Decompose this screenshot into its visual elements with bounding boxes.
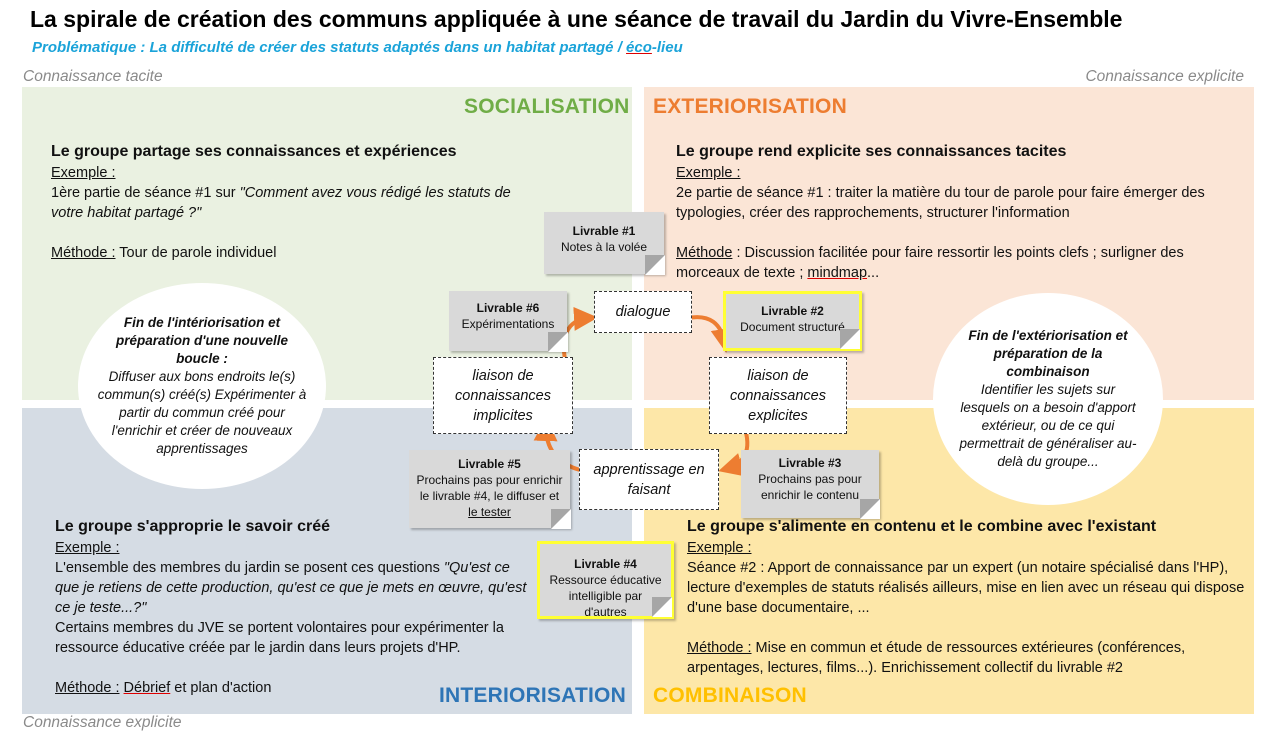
livrable-1-text: Notes à la volée: [560, 240, 648, 254]
exteriorisation-method-end: ...: [867, 265, 880, 281]
socialisation-example: [51, 183, 541, 223]
socialisation-text: [51, 142, 541, 263]
combinaison-method: [687, 638, 1249, 678]
socialisation-method: [51, 243, 541, 263]
livrable-6-text: Expérimentations: [461, 317, 555, 331]
livrable-5-note: [409, 450, 570, 528]
label-exteriorisation: EXTERIORISATION: [653, 95, 847, 118]
subtitle-suffix: -lieu: [651, 39, 683, 56]
combinaison-heading: Le groupe s'alimente en contenu et le combine avec l'existant: [687, 518, 1157, 535]
livrable-5-text: Prochains pas pour enrichir le livrable #4, le diffuser et: [416, 473, 563, 503]
combinaison-text: [687, 517, 1249, 678]
socialisation-example-label: Exemple :: [51, 165, 116, 181]
combinaison-example-label: Exemple :: [687, 540, 752, 556]
livrable-2-note: [723, 291, 862, 351]
ellipse-left-title: Fin de l'intériorisation et préparation d'une nouvelle boucle :: [116, 315, 288, 366]
livrable-6-title: Livrable #6: [476, 301, 540, 315]
combinaison-method-label: Méthode :: [687, 640, 752, 656]
exteriorisation-example-label: Exemple :: [676, 165, 741, 181]
livrable-3-note: [741, 450, 879, 518]
livrable-5-link: le tester: [468, 505, 511, 519]
socialisation-example-quote: "Comment avez vous rédigé les statuts de votre habitat partagé ?": [51, 185, 511, 221]
subtitle-prefix: Problématique : La difficulté de créer des statuts adaptés dans un habitat partagé /: [32, 39, 627, 56]
subtitle: [32, 39, 683, 56]
page-title: La spirale de création des communs appliquée à une séance de travail du Jardin du Vivre-Ensemble: [30, 6, 1123, 32]
interiorisation-method: [55, 678, 531, 698]
socialisation-method-text: Tour de parole individuel: [115, 245, 277, 261]
interiorisation-example-extra: Certains membres du JVE se portent volontaires pour expérimenter la ressource éducative créée par le jardin dans leurs projets d'HP.: [55, 620, 504, 656]
livrable-3-title: Livrable #3: [778, 456, 842, 470]
interiorisation-example-label: Exemple :: [55, 540, 120, 556]
cycle-liaison-explicites: liaison de connaissances explicites: [709, 357, 847, 434]
ellipse-right-body: Identifier les sujets sur lesquels on a besoin d'apport extérieur, ou de ce qui permettrait de généraliser au-delà du groupe...: [959, 382, 1137, 469]
exteriorisation-example: 2e partie de séance #1 : traiter la matière du tour de parole pour faire émerger des typologies, créer des rapprochements, structurer l'information: [676, 185, 1205, 221]
livrable-5-title: Livrable #5: [458, 457, 521, 471]
livrable-4-title: Livrable #4: [574, 557, 637, 571]
livrable-4-note: [537, 541, 674, 619]
interiorisation-text: [55, 517, 531, 698]
exteriorisation-method-text: : Discussion facilitée pour faire ressortir les points clefs ; surligner des morceaux de texte ;: [676, 245, 1184, 281]
cycle-liaison-implicites: liaison de connaissances implicites: [433, 357, 573, 434]
subtitle-underlined: éco: [626, 39, 652, 56]
socialisation-example-prefix: 1ère partie de séance #1 sur: [51, 185, 240, 201]
livrable-2-title: Livrable #2: [761, 304, 824, 318]
livrable-4-text: Ressource éducative intelligible par d'autres: [549, 573, 662, 619]
exteriorisation-heading: Le groupe rend explicite ses connaissances tacites: [676, 143, 1067, 160]
interiorisation-example: [55, 558, 531, 618]
exteriorisation-method-mindmap: mindmap: [807, 265, 868, 281]
livrable-1-note: [544, 212, 664, 274]
label-socialisation: SOCIALISATION: [464, 95, 630, 118]
socialisation-heading: Le groupe partage ses connaissances et expériences: [51, 143, 457, 160]
cycle-dialogue: dialogue: [594, 291, 692, 333]
ellipse-right-title: Fin de l'extériorisation et préparation de la combinaison: [968, 328, 1128, 379]
corner-top-left: Connaissance tacite: [23, 68, 163, 85]
cycle-apprentissage: apprentissage en faisant: [579, 449, 719, 510]
livrable-1-title: Livrable #1: [572, 224, 636, 238]
interiorisation-method-text: et plan d'action: [170, 680, 272, 696]
ellipse-left-body: Diffuser aux bons endroits le(s) commun(s) créé(s) Expérimenter à partir du commun créé pour l'enrichir et créer de nouveaux apprentissages: [97, 369, 307, 456]
label-interiorisation: INTERIORISATION: [439, 684, 626, 707]
exteriorisation-text: [676, 142, 1248, 283]
corner-top-right: Connaissance explicite: [1085, 68, 1244, 85]
livrable-3-text: Prochains pas pour enrichir le contenu: [758, 472, 862, 502]
label-combinaison: COMBINAISON: [653, 684, 807, 707]
socialisation-method-label: Méthode :: [51, 245, 116, 261]
exteriorisation-method: [676, 243, 1248, 283]
interiorisation-method-debrief: Débrief: [123, 680, 171, 696]
combinaison-example: Séance #2 : Apport de connaissance par un expert (un notaire spécialisé dans l'HP), lecture d'exemples de statuts réalisés ailleurs, mise en lien avec un réseau qui dispose d'une base documentaire, ...: [687, 560, 1245, 616]
ellipse-end-exteriorisation: [933, 293, 1163, 505]
interiorisation-example-prefix: L'ensemble des membres du jardin se posent ces questions: [55, 560, 444, 576]
exteriorisation-method-label: Méthode: [676, 245, 733, 261]
livrable-5-body: [415, 472, 564, 520]
interiorisation-heading: Le groupe s'approprie le savoir créé: [55, 518, 331, 535]
ellipse-end-interiorisation: [78, 283, 326, 489]
interiorisation-example-quote: "Qu'est ce que je retiens de cette production, qu'est ce que je mets en œuvre, qu'est ce je teste...?": [55, 560, 527, 616]
corner-bottom-left: Connaissance explicite: [23, 714, 182, 731]
interiorisation-method-label: Méthode :: [55, 680, 120, 696]
livrable-2-text: Document structuré: [740, 320, 845, 334]
combinaison-method-text: Mise en commun et étude de ressources extérieures (conférences, arpentages, lectures, films...). Enrichissement collectif du livrable #2: [687, 640, 1186, 676]
livrable-6-note: [449, 291, 567, 351]
